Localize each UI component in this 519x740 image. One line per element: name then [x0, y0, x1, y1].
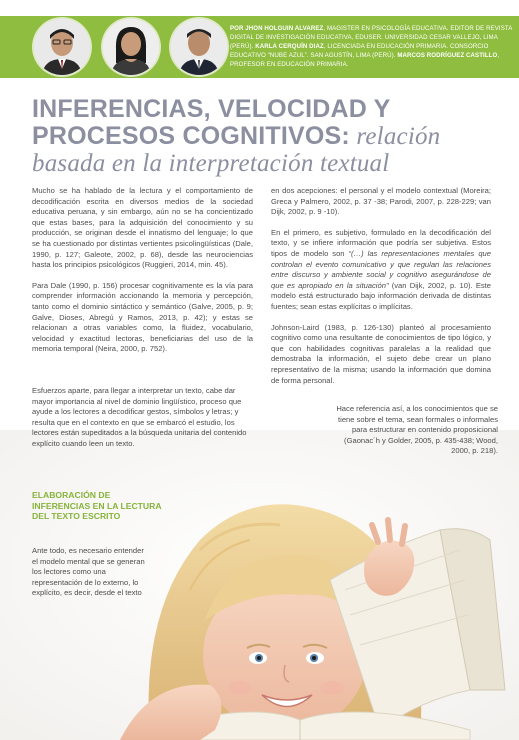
title-main: INFERENCIAS, VELOCIDAD Y PROCESOS COGNITIVOS:	[32, 95, 391, 150]
section-heading: ELABORACIÓN DE INFERENCIAS EN LA LECTURA DEL TEXTO ESCRITO	[32, 490, 162, 521]
right-paragraph-3: Johnson-Laird (1983, p. 126-130) planteó al procesamiento cognitivo como una resultante de conocimientos de tipo lógico, y que con habilidades cognitivas paralelas a la realidad que demostraba la información, el sujeto debe crear un plano representativo de la misma; usando la información que domina de forma personal.	[271, 322, 491, 385]
right-paragraph-2	[271, 228, 491, 313]
van-dijk-quote: “(…) las representaciones mentales que controlan el evento comunicativo y que regulan las relaciones entre discurso y ambiente social y cognitivo asegurándose de que es apropiado en la situación”	[271, 248, 491, 290]
authors-credits	[230, 24, 515, 69]
left-paragraph-2: Para Dale (1990, p. 156) procesar cognitivamente es la vía para comprender información accionando la memoria y percepción, tanto como el dominio sintáctico y semántico (Galve, 2005, p. 9; Galve, Dioses, Abregú y Ramos, 2013, p. 42); y estas se relacionan a otras variables como, la fluidez, vocabulario, velocidad y exactitud lectoras, beneficiarias del uso de la memoria temporal (Neira, 2000, p. 752).	[32, 280, 253, 354]
author-1-name: POR JHON HOLGUIN ALVAREZ	[230, 25, 324, 32]
author-2-role: , LICENCIADA EN EDUCACIÓN PRIMARIA. CONSORCIO EDUCATIVO “NUBE AZUL”. SAN AGUSTÍN, LIMA (PERÚ).	[230, 43, 489, 59]
left-paragraph-3-block	[32, 386, 250, 460]
section-paragraph: Ante todo, es necesario entender el modelo mental que se generan los lectores como una representación de lo externo, lo explícito, es decir, desde el texto	[32, 546, 145, 598]
left-column	[32, 186, 253, 365]
article-title	[32, 96, 502, 177]
author-2-name: KARLA CERQUÍN DIAZ	[255, 43, 324, 50]
author-photo-3	[171, 19, 227, 75]
right-paragraph-4: Hace referencia así, a los conocimientos que se tiene sobre el tema, sean formales o informales para estructurar en contenido proposicional (Gaonac´h y Golder, 2005, p. 435-438; Wood, 2000, p. 218).	[336, 404, 498, 456]
author-3-role: , PROFESOR EN EDUCACIÓN PRIMARIA.	[230, 52, 500, 68]
author-3-name: MARCOS RODRÍGUEZ CASTILLO	[397, 52, 498, 59]
right-paragraph-2-a: En el primero, es subjetivo, formulado en la decodificación del texto, y se infiere información que podría ser subjetiva. Estos tipos de modelo son	[271, 227, 491, 258]
author-photo-1	[34, 19, 90, 75]
left-paragraph-3: Esfuerzos aparte, para llegar a interpretar un texto, cabe dar mayor importancia al nivel de dominio lingüístico, proceso que ayude a los lectores a decodificar gestos, símbolos y letras; y resulta que en el contexto en que se embarcó el estudio, los lectores están supeditados a la búsqueda unitaria del contenido explícito cuando leen un texto.	[32, 386, 247, 448]
right-paragraph-4-block	[333, 404, 498, 457]
author-photo-2	[103, 19, 159, 75]
right-paragraph-1: en dos acepciones: el personal y el modelo contextual (Moreira; Greca y Palmero, 2002, p. 37 -38; Parodi, 2007, p. 228-229; van Dijk, 2002, p. 9 -10).	[271, 186, 491, 217]
left-paragraph-1: Mucho se ha hablado de la lectura y el comportamiento de decodificación escrita en diversos medios de la sociedad educativa peruana, y sin embargo, aún no se ha concientizado que estas bases, para la adquisición del conocimiento y su producción, se originan desde el innatismo del lenguaje; lo que se ha cuestionado por distintas vertientes psicolingüísticas (Dale, 1990, p. 127; Galeote, 2002, p. 68), desde las neurociencias hasta los principios psicológicos (Ruggieri, 2014, min. 45).	[32, 186, 253, 270]
section-text-block	[32, 546, 147, 599]
author-1-role: , MAGISTER EN PSICOLOGÍA EDUCATIVA. EDITOR DE REVISTA DIGITAL DE INVESTIGACIÓN EDUCATIVA, EDUSER. UNIVERSIDAD CESAR VALLEJO, LIMA (PERÚ).	[230, 25, 513, 50]
title-subtitle: relación basada en la interpretación textual	[32, 123, 441, 177]
right-column	[271, 186, 491, 396]
right-paragraph-2-b: (van Dijk, 2002, p. 10). Este modelo está estructurado bajo información derivada de distintas fuentes; sean estas explícitas o implícitas.	[271, 280, 492, 311]
